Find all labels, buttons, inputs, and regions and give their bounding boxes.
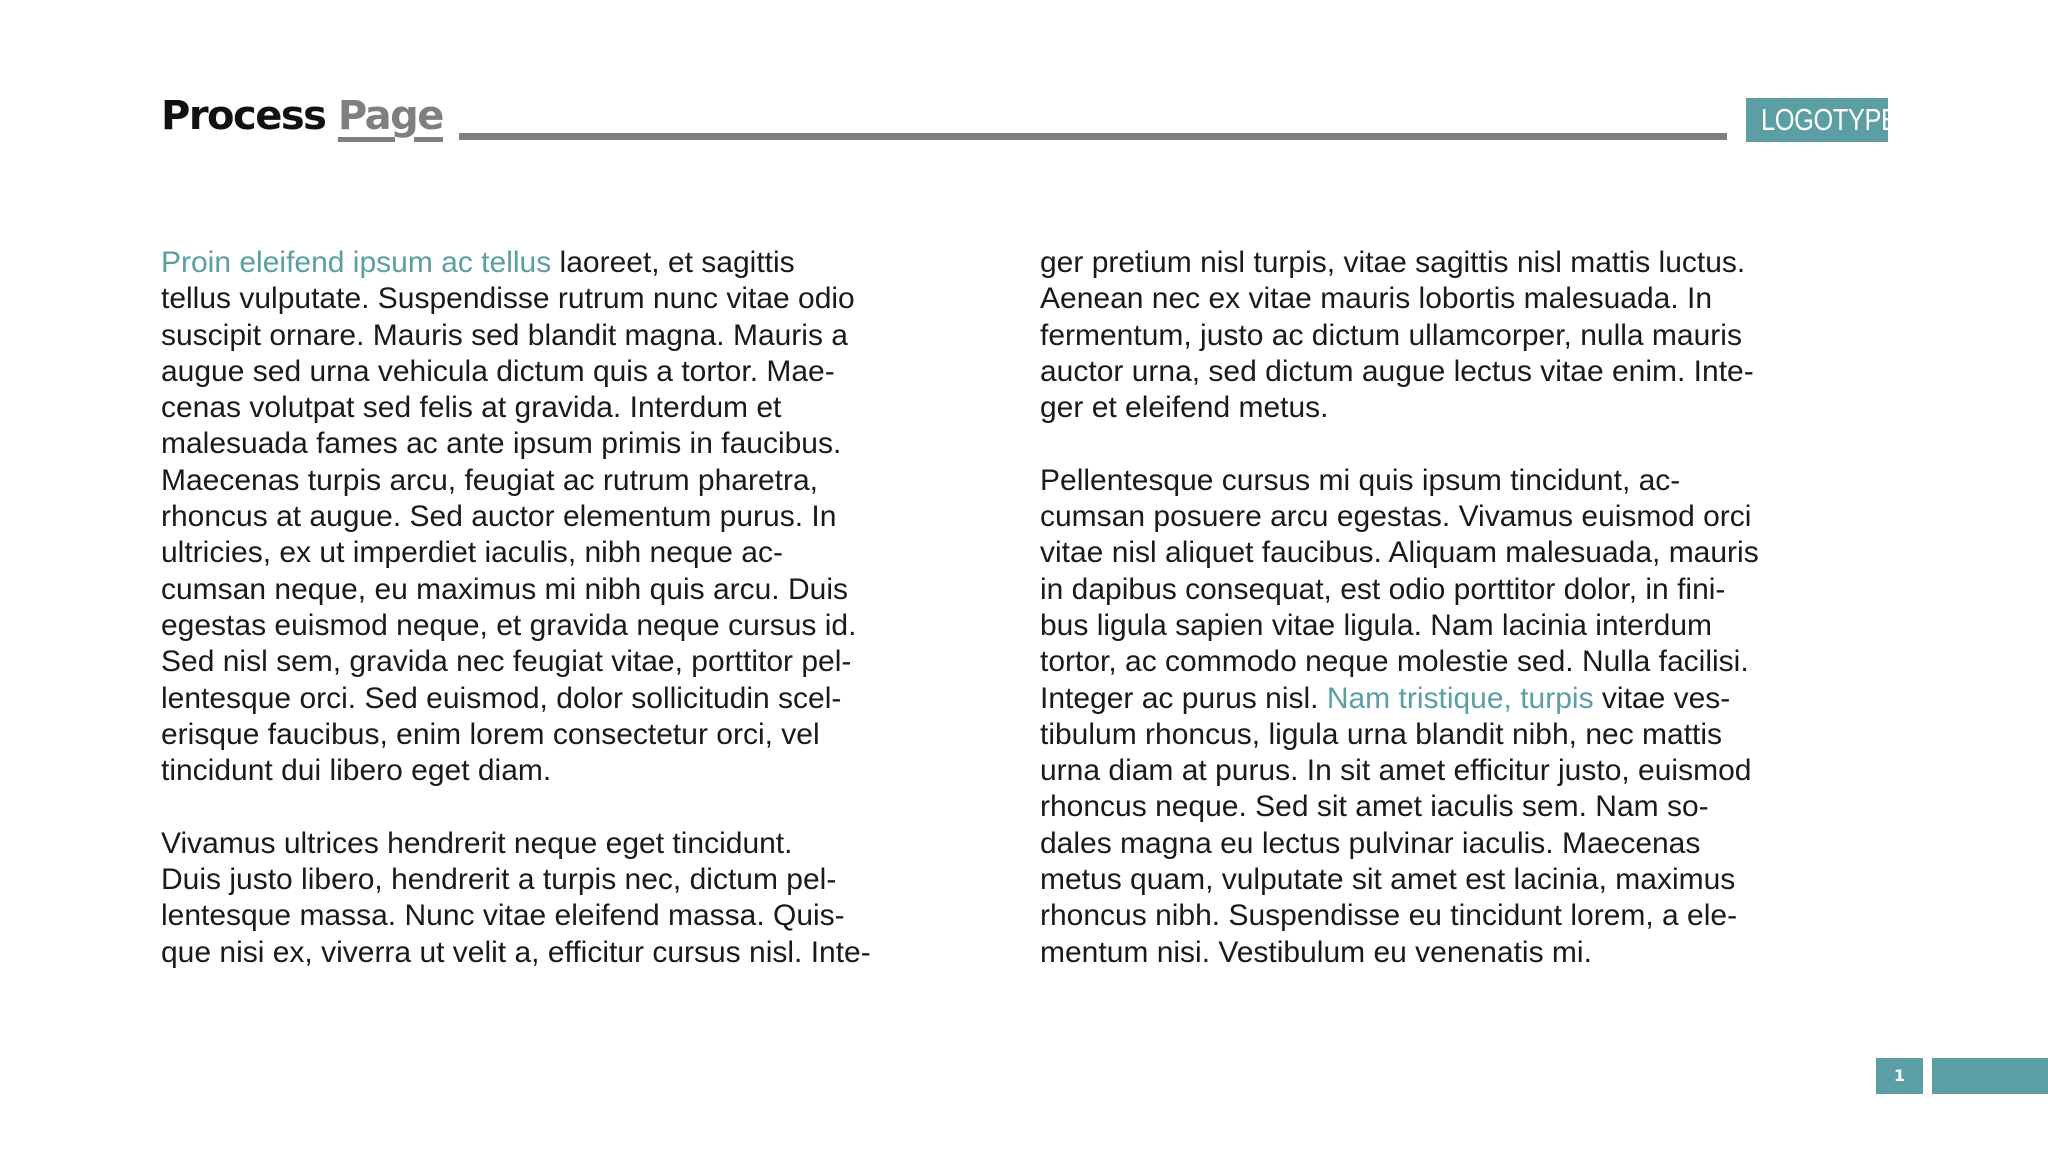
- text-line: augue sed urna vehicula dictum quis a tortor. Mae-: [161, 354, 835, 388]
- text-line: Duis justo libero, hendrerit a turpis nec, dictum pel-: [161, 863, 837, 897]
- text-line: mentum nisi. Vestibulum eu venenatis mi.: [1040, 935, 1592, 969]
- text-line: ger et eleifend metus.: [1040, 391, 1329, 425]
- text-line: rhoncus at augue. Sed auctor elementum purus. In: [161, 500, 837, 534]
- text-line: Aenean nec ex vitae mauris lobortis malesuada. In: [1040, 282, 1713, 316]
- text-line: cumsan posuere arcu egestas. Vivamus euismod orci: [1040, 500, 1752, 534]
- highlighted-phrase: Proin eleifend ipsum ac tellus: [161, 246, 552, 279]
- text-line: lentesque orci. Sed euismod, dolor sollicitudin scel-: [161, 681, 842, 715]
- paragraph-left-2: [161, 826, 991, 971]
- text-line: lentesque massa. Nunc vitae eleifend massa. Quis-: [161, 899, 845, 933]
- text-line: rhoncus neque. Sed sit amet iaculis sem. Nam so-: [1040, 790, 1709, 824]
- text-line: vitae nisl aliquet faucibus. Aliquam malesuada, mauris: [1040, 536, 1759, 570]
- text-line: suscipit ornare. Mauris sed blandit magna. Mauris a: [161, 318, 848, 352]
- text-line: metus quam, vulputate sit amet est lacinia, maximus: [1040, 863, 1736, 897]
- text-line: in dapibus consequat, est odio porttitor dolor, in fini-: [1040, 572, 1726, 606]
- page-title: [161, 86, 443, 146]
- logo: [1746, 98, 1898, 142]
- text-line: tibulum rhoncus, ligula urna blandit nibh, nec mattis: [1040, 717, 1723, 751]
- text-column-left: [161, 245, 991, 971]
- text-line: Pellentesque cursus mi quis ipsum tincidunt, ac-: [1040, 463, 1681, 497]
- text-line: urna diam at purus. In sit amet efficitur justo, euismod: [1040, 754, 1752, 788]
- highlighted-phrase: Nam tristique, turpis: [1326, 681, 1594, 715]
- page-title-accent: Page: [337, 93, 443, 139]
- text-line: tincidunt dui libero eget diam.: [161, 754, 552, 788]
- text-line: erisque faucibus, enim lorem consectetur orci, vel: [161, 717, 820, 751]
- text-line: ger pretium nisl turpis, vitae sagittis nisl mattis luctus.: [1040, 246, 1746, 279]
- title-divider: [459, 133, 1727, 140]
- text-line: Vivamus ultrices hendrerit neque eget tincidunt.: [161, 826, 793, 860]
- text-line: malesuada fames ac ante ipsum primis in faucibus.: [161, 427, 842, 461]
- logo-text: LOGOTYPE: [1760, 102, 1898, 137]
- text-line: tortor, ac commodo neque molestie sed. Nulla facilisi.: [1040, 645, 1749, 679]
- text-line: Sed nisl sem, gravida nec feugiat vitae, porttitor pel-: [161, 645, 852, 679]
- text-run: vitae ves-: [1593, 681, 1731, 715]
- text-line: cumsan neque, eu maximus mi nibh quis arcu. Duis: [161, 572, 848, 606]
- text-line: auctor urna, sed dictum augue lectus vitae enim. Inte-: [1040, 354, 1754, 388]
- text-line: que nisi ex, viverra ut velit a, efficitur cursus nisl. Inte-: [161, 935, 871, 969]
- paragraph-right-2: [1040, 463, 1890, 971]
- text-line: dales magna eu lectus pulvinar iaculis. Maecenas: [1040, 826, 1701, 860]
- text-line: bus ligula sapien vitae ligula. Nam lacinia interdum: [1040, 608, 1713, 642]
- text-line: egestas euismod neque, et gravida neque cursus id.: [161, 608, 857, 642]
- text-line: cenas volutpat sed felis at gravida. Interdum et: [161, 391, 782, 425]
- text-line: [161, 245, 991, 281]
- text-run: laoreet, et sagittis: [551, 246, 795, 279]
- paragraph-left-1: [161, 245, 991, 789]
- text-column-right: [1040, 245, 1890, 971]
- page-title-main: Process: [161, 93, 326, 139]
- text-line: rhoncus nibh. Suspendisse eu tincidunt lorem, a ele-: [1040, 899, 1738, 933]
- text-line: ultricies, ex ut imperdiet iaculis, nibh neque ac-: [161, 536, 783, 570]
- footer-accent-bar: [1932, 1058, 2048, 1094]
- text-line: [1040, 681, 1890, 717]
- text-line: Maecenas turpis arcu, feugiat ac rutrum pharetra,: [161, 463, 818, 497]
- text-run: Integer ac purus nisl.: [1040, 681, 1327, 715]
- paragraph-right-1: [1040, 245, 1890, 426]
- text-line: fermentum, justo ac dictum ullamcorper, nulla mauris: [1040, 318, 1742, 352]
- text-line: tellus vulputate. Suspendisse rutrum nunc vitae odio: [161, 282, 855, 316]
- page-number: 1: [1876, 1058, 1923, 1094]
